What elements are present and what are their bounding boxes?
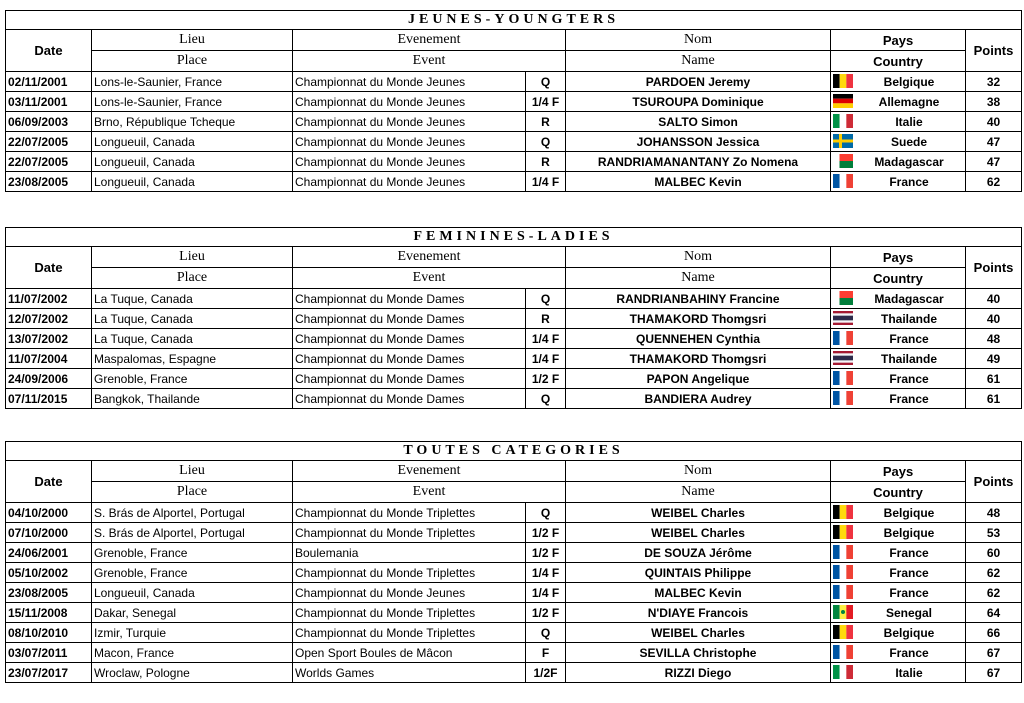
france-flag-icon <box>833 371 853 385</box>
cell-date: 02/11/2001 <box>6 72 92 92</box>
section-table <box>5 227 1022 409</box>
header-points: Points <box>966 247 1022 289</box>
table-row <box>6 349 1022 369</box>
cell-country <box>831 563 966 583</box>
table-row <box>6 603 1022 623</box>
cell-country <box>831 503 966 523</box>
header-evenement: Evenement <box>293 461 566 482</box>
country-name: Italie <box>895 665 923 680</box>
cell-round: 1/4 F <box>526 563 566 583</box>
cell-round: Q <box>526 289 566 309</box>
cell-event: Championnat du Monde Triplettes <box>293 603 526 623</box>
header-lieu: Lieu <box>92 247 293 268</box>
country-name: France <box>889 645 929 660</box>
cell-date: 06/09/2003 <box>6 112 92 132</box>
cell-country <box>831 623 966 643</box>
madagascar-flag-icon <box>833 154 853 168</box>
cell-country <box>831 663 966 683</box>
country-name: Belgique <box>883 625 935 640</box>
country-name: Suede <box>890 134 927 149</box>
cell-points: 32 <box>966 72 1022 92</box>
cell-date: 13/07/2002 <box>6 329 92 349</box>
cell-country <box>831 349 966 369</box>
header-nom: Nom <box>566 247 831 268</box>
country-name: France <box>889 391 929 406</box>
cell-event: Championnat du Monde Triplettes <box>293 563 526 583</box>
header-nom: Nom <box>566 461 831 482</box>
header-lieu: Lieu <box>92 461 293 482</box>
header-event: Event <box>293 482 566 503</box>
france-flag-icon <box>833 391 853 405</box>
cell-points: 48 <box>966 503 1022 523</box>
country-name: Madagascar <box>874 154 944 169</box>
header-date: Date <box>6 461 92 503</box>
france-flag-icon <box>833 565 853 579</box>
belgique-flag-icon <box>833 625 853 639</box>
cell-round: 1/2 F <box>526 603 566 623</box>
cell-country <box>831 583 966 603</box>
madagascar-flag-icon <box>833 291 853 305</box>
cell-round: Q <box>526 72 566 92</box>
cell-name: MALBEC Kevin <box>566 583 831 603</box>
country-name: France <box>889 331 929 346</box>
cell-place: La Tuque, Canada <box>92 289 293 309</box>
cell-place: Longueuil, Canada <box>92 172 293 192</box>
section-title: TOUTES CATEGORIES <box>6 442 1022 461</box>
cell-date: 08/10/2010 <box>6 623 92 643</box>
header-country: Country <box>831 482 966 503</box>
cell-country <box>831 152 966 172</box>
cell-place: Maspalomas, Espagne <box>92 349 293 369</box>
cell-place: Izmir, Turquie <box>92 623 293 643</box>
cell-place: Brno, République Tcheque <box>92 112 293 132</box>
country-name: Belgique <box>883 505 935 520</box>
cell-date: 07/11/2015 <box>6 389 92 409</box>
header-points: Points <box>966 461 1022 503</box>
cell-country <box>831 329 966 349</box>
country-name: Belgique <box>883 525 935 540</box>
header-place: Place <box>92 51 293 72</box>
cell-round: R <box>526 112 566 132</box>
cell-round: 1/4 F <box>526 172 566 192</box>
table-row <box>6 583 1022 603</box>
header-pays: Pays <box>831 30 966 51</box>
cell-round: Q <box>526 132 566 152</box>
header-country: Country <box>831 51 966 72</box>
suede-flag-icon <box>833 134 853 148</box>
section-table <box>5 441 1022 683</box>
table-row <box>6 503 1022 523</box>
cell-name: MALBEC Kevin <box>566 172 831 192</box>
cell-points: 48 <box>966 329 1022 349</box>
cell-name: JOHANSSON Jessica <box>566 132 831 152</box>
header-date: Date <box>6 247 92 289</box>
country-name: Thailande <box>880 311 937 326</box>
cell-place: Lons-le-Saunier, France <box>92 92 293 112</box>
table-row <box>6 329 1022 349</box>
cell-round: 1/2 F <box>526 523 566 543</box>
table-row <box>6 309 1022 329</box>
cell-event: Championnat du Monde Jeunes <box>293 172 526 192</box>
cell-round: Q <box>526 389 566 409</box>
cell-place: Macon, France <box>92 643 293 663</box>
table-row <box>6 543 1022 563</box>
cell-name: RANDRIANBAHINY Francine <box>566 289 831 309</box>
cell-place: Bangkok, Thailande <box>92 389 293 409</box>
cell-round: 1/4 F <box>526 583 566 603</box>
cell-name: WEIBEL Charles <box>566 623 831 643</box>
cell-event: Championnat du Monde Jeunes <box>293 112 526 132</box>
cell-place: Grenoble, France <box>92 369 293 389</box>
cell-points: 67 <box>966 643 1022 663</box>
belgique-flag-icon <box>833 505 853 519</box>
cell-date: 23/08/2005 <box>6 583 92 603</box>
country-name: Italie <box>895 114 923 129</box>
table-row <box>6 369 1022 389</box>
cell-points: 67 <box>966 663 1022 683</box>
cell-points: 40 <box>966 289 1022 309</box>
cell-event: Championnat du Monde Triplettes <box>293 623 526 643</box>
cell-round: R <box>526 152 566 172</box>
cell-date: 24/09/2006 <box>6 369 92 389</box>
cell-place: S. Brás de Alportel, Portugal <box>92 523 293 543</box>
cell-event: Championnat du Monde Dames <box>293 329 526 349</box>
france-flag-icon <box>833 645 853 659</box>
header-event: Event <box>293 51 566 72</box>
section-title: JEUNES-YOUNGTERS <box>6 11 1022 30</box>
belgique-flag-icon <box>833 74 853 88</box>
cell-country <box>831 172 966 192</box>
cell-points: 62 <box>966 172 1022 192</box>
cell-round: 1/4 F <box>526 329 566 349</box>
cell-date: 12/07/2002 <box>6 309 92 329</box>
allemagne-flag-icon <box>833 94 853 108</box>
cell-name: PAPON Angelique <box>566 369 831 389</box>
cell-date: 07/10/2000 <box>6 523 92 543</box>
cell-round: 1/4 F <box>526 349 566 369</box>
country-name: France <box>889 585 929 600</box>
cell-round: R <box>526 309 566 329</box>
cell-place: Wroclaw, Pologne <box>92 663 293 683</box>
cell-place: Longueuil, Canada <box>92 132 293 152</box>
cell-country <box>831 132 966 152</box>
cell-points: 64 <box>966 603 1022 623</box>
france-flag-icon <box>833 545 853 559</box>
table-row <box>6 523 1022 543</box>
cell-country <box>831 72 966 92</box>
cell-date: 24/06/2001 <box>6 543 92 563</box>
cell-name: BANDIERA Audrey <box>566 389 831 409</box>
cell-event: Open Sport Boules de Mâcon <box>293 643 526 663</box>
cell-round: 1/4 F <box>526 92 566 112</box>
country-name: Allemagne <box>878 94 940 109</box>
country-name: France <box>889 565 929 580</box>
cell-place: Longueuil, Canada <box>92 152 293 172</box>
cell-event: Championnat du Monde Dames <box>293 389 526 409</box>
country-name: France <box>889 545 929 560</box>
header-pays: Pays <box>831 247 966 268</box>
cell-place: Lons-le-Saunier, France <box>92 72 293 92</box>
cell-place: La Tuque, Canada <box>92 309 293 329</box>
france-flag-icon <box>833 174 853 188</box>
cell-country <box>831 369 966 389</box>
country-name: France <box>889 174 929 189</box>
cell-date: 03/07/2011 <box>6 643 92 663</box>
cell-round: 1/2 F <box>526 543 566 563</box>
cell-event: Championnat du Monde Dames <box>293 289 526 309</box>
cell-event: Championnat du Monde Dames <box>293 309 526 329</box>
cell-points: 49 <box>966 349 1022 369</box>
cell-event: Championnat du Monde Triplettes <box>293 503 526 523</box>
italie-flag-icon <box>833 114 853 128</box>
table-row <box>6 623 1022 643</box>
cell-country <box>831 603 966 623</box>
cell-name: RIZZI Diego <box>566 663 831 683</box>
cell-event: Worlds Games <box>293 663 526 683</box>
header-place: Place <box>92 268 293 289</box>
cell-points: 47 <box>966 132 1022 152</box>
cell-date: 23/07/2017 <box>6 663 92 683</box>
cell-points: 47 <box>966 152 1022 172</box>
cell-name: THAMAKORD Thomgsri <box>566 309 831 329</box>
cell-date: 23/08/2005 <box>6 172 92 192</box>
table-row <box>6 152 1022 172</box>
country-name: Belgique <box>883 74 935 89</box>
table-row <box>6 72 1022 92</box>
cell-name: SEVILLA Christophe <box>566 643 831 663</box>
table-row <box>6 112 1022 132</box>
country-name: France <box>889 371 929 386</box>
cell-name: WEIBEL Charles <box>566 503 831 523</box>
cell-place: Grenoble, France <box>92 543 293 563</box>
cell-date: 11/07/2002 <box>6 289 92 309</box>
cell-points: 38 <box>966 92 1022 112</box>
table-row <box>6 389 1022 409</box>
cell-country <box>831 112 966 132</box>
cell-name: QUINTAIS Philippe <box>566 563 831 583</box>
header-name: Name <box>566 268 831 289</box>
cell-round: F <box>526 643 566 663</box>
cell-name: RANDRIAMANANTANY Zo Nomena <box>566 152 831 172</box>
cell-name: PARDOEN Jeremy <box>566 72 831 92</box>
header-points: Points <box>966 30 1022 72</box>
cell-points: 53 <box>966 523 1022 543</box>
section-table <box>5 10 1022 192</box>
cell-place: Longueuil, Canada <box>92 583 293 603</box>
header-event: Event <box>293 268 566 289</box>
cell-points: 61 <box>966 369 1022 389</box>
table-row <box>6 663 1022 683</box>
cell-points: 40 <box>966 309 1022 329</box>
header-nom: Nom <box>566 30 831 51</box>
cell-name: N'DIAYE Francois <box>566 603 831 623</box>
cell-date: 22/07/2005 <box>6 132 92 152</box>
header-pays: Pays <box>831 461 966 482</box>
header-name: Name <box>566 51 831 72</box>
cell-event: Boulemania <box>293 543 526 563</box>
cell-date: 22/07/2005 <box>6 152 92 172</box>
cell-points: 60 <box>966 543 1022 563</box>
header-evenement: Evenement <box>293 30 566 51</box>
cell-points: 62 <box>966 583 1022 603</box>
table-row <box>6 643 1022 663</box>
table-row <box>6 172 1022 192</box>
cell-event: Championnat du Monde Jeunes <box>293 152 526 172</box>
cell-name: WEIBEL Charles <box>566 523 831 543</box>
cell-round: Q <box>526 623 566 643</box>
cell-country <box>831 643 966 663</box>
section-title: FEMININES-LADIES <box>6 228 1022 247</box>
cell-event: Championnat du Monde Jeunes <box>293 132 526 152</box>
cell-points: 40 <box>966 112 1022 132</box>
country-name: Madagascar <box>874 291 944 306</box>
cell-country <box>831 309 966 329</box>
cell-name: SALTO Simon <box>566 112 831 132</box>
cell-date: 15/11/2008 <box>6 603 92 623</box>
cell-event: Championnat du Monde Triplettes <box>293 523 526 543</box>
cell-event: Championnat du Monde Dames <box>293 369 526 389</box>
header-name: Name <box>566 482 831 503</box>
thailande-flag-icon <box>833 311 853 325</box>
header-place: Place <box>92 482 293 503</box>
cell-name: QUENNEHEN Cynthia <box>566 329 831 349</box>
cell-date: 04/10/2000 <box>6 503 92 523</box>
table-row <box>6 563 1022 583</box>
cell-round: 1/2 F <box>526 369 566 389</box>
france-flag-icon <box>833 585 853 599</box>
cell-name: DE SOUZA Jérôme <box>566 543 831 563</box>
table-row <box>6 92 1022 112</box>
italie-flag-icon <box>833 665 853 679</box>
cell-country <box>831 289 966 309</box>
senegal-flag-icon <box>833 605 853 619</box>
cell-country <box>831 92 966 112</box>
cell-country <box>831 389 966 409</box>
cell-date: 11/07/2004 <box>6 349 92 369</box>
cell-name: TSUROUPA Dominique <box>566 92 831 112</box>
country-name: Senegal <box>885 605 933 620</box>
cell-event: Championnat du Monde Jeunes <box>293 92 526 112</box>
thailande-flag-icon <box>833 351 853 365</box>
cell-event: Championnat du Monde Jeunes <box>293 72 526 92</box>
cell-name: THAMAKORD Thomgsri <box>566 349 831 369</box>
cell-place: Dakar, Senegal <box>92 603 293 623</box>
cell-round: Q <box>526 503 566 523</box>
header-lieu: Lieu <box>92 30 293 51</box>
header-date: Date <box>6 30 92 72</box>
cell-country <box>831 523 966 543</box>
cell-place: La Tuque, Canada <box>92 329 293 349</box>
cell-place: S. Brás de Alportel, Portugal <box>92 503 293 523</box>
cell-points: 62 <box>966 563 1022 583</box>
cell-round: 1/2F <box>526 663 566 683</box>
cell-event: Championnat du Monde Jeunes <box>293 583 526 603</box>
cell-date: 03/11/2001 <box>6 92 92 112</box>
table-row <box>6 132 1022 152</box>
cell-date: 05/10/2002 <box>6 563 92 583</box>
cell-event: Championnat du Monde Dames <box>293 349 526 369</box>
cell-country <box>831 543 966 563</box>
france-flag-icon <box>833 331 853 345</box>
country-name: Thailande <box>880 351 937 366</box>
belgique-flag-icon <box>833 525 853 539</box>
cell-place: Grenoble, France <box>92 563 293 583</box>
header-evenement: Evenement <box>293 247 566 268</box>
cell-points: 66 <box>966 623 1022 643</box>
cell-points: 61 <box>966 389 1022 409</box>
table-row <box>6 289 1022 309</box>
header-country: Country <box>831 268 966 289</box>
